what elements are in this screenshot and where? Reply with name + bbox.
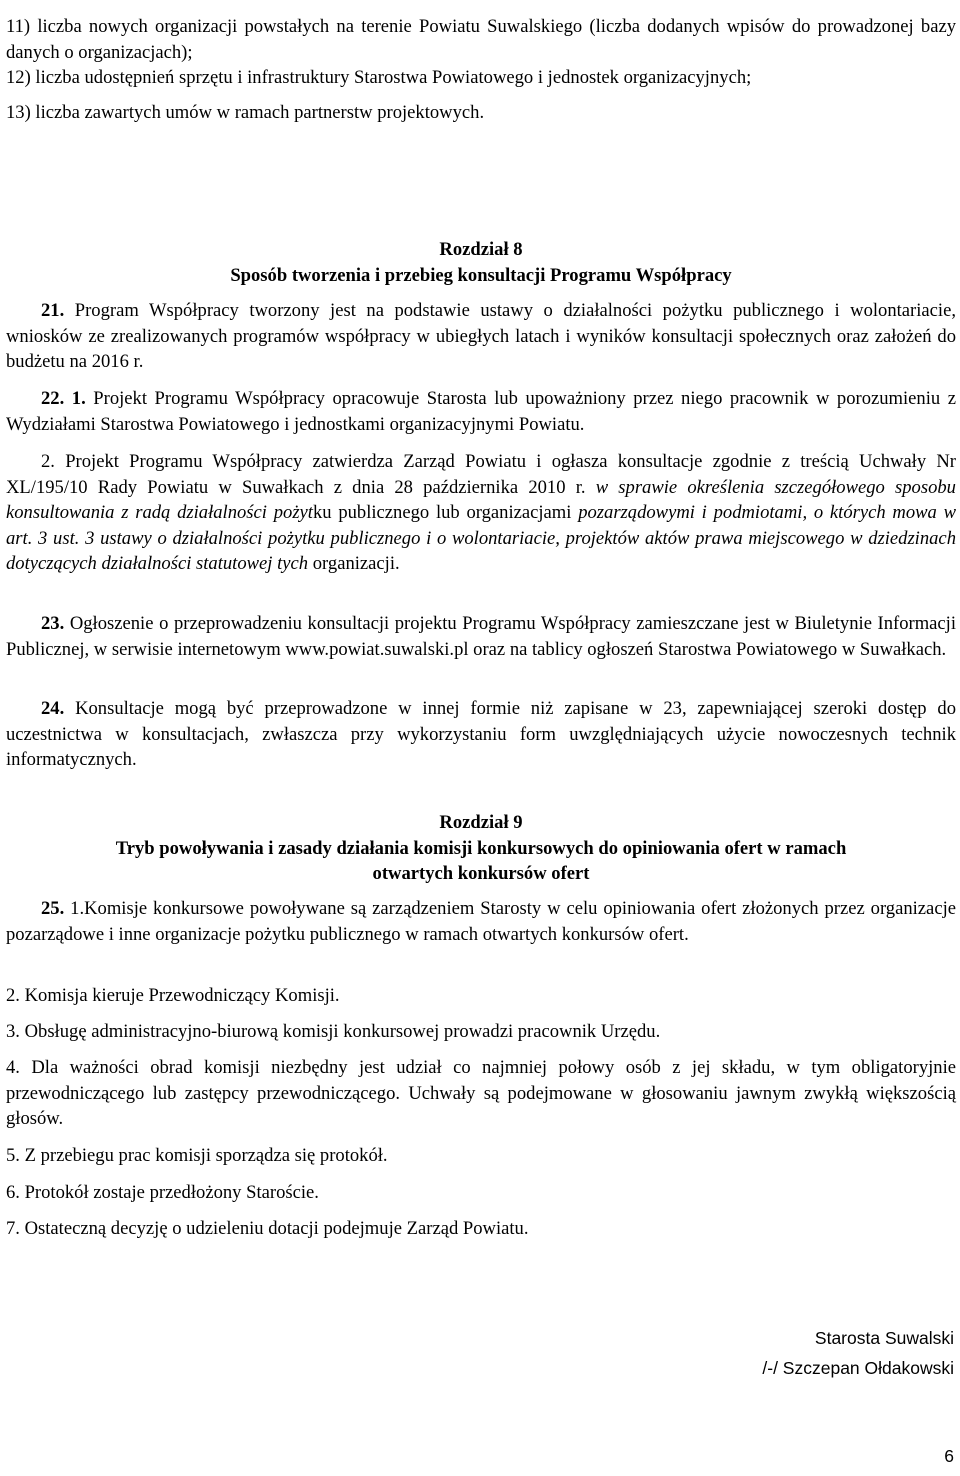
chapter-8-subtitle: Sposób tworzenia i przebieg konsultacji Programu Współpracy [230,264,732,286]
paragraph-25-item-5-text: 5. Z przebiegu prac komisji sporządza się protokół. [6,1145,388,1166]
paragraph-25-item-6 [6,1180,956,1206]
paragraph-25-item-7-text: 7. Ostateczną decyzję o udzieleniu dotacji podejmuje Zarząd Powiatu. [6,1218,529,1239]
list-item-12 [6,65,956,91]
page-number: 6 [944,1446,954,1466]
paragraph-25-item-5 [6,1143,956,1169]
list-item-13-text: 13) liczba zawartych umów w ramach partnerstw projektowych. [6,102,485,123]
chapter-8-heading [6,237,956,288]
list-item-13 [6,100,956,126]
chapter-9-subtitle-line2: otwartych konkursów ofert [372,863,590,884]
paragraph-23-number: 23. [41,613,65,634]
paragraph-22-number: 22. 1. [41,388,86,409]
paragraph-23 [6,611,956,662]
list-item-11 [6,14,956,65]
paragraph-22-2-italic-c: pozarządowymi i podmiotami, o których mowa w art. 3 ust. 3 ustawy o działalności pożytku publicznego i o wolontariacie, projektów aktów prawa miejscowego w dziedzinach dotyczących działalności statutowej tych [6,502,956,574]
paragraph-25 [6,896,956,947]
paragraph-25-number: 25. [41,898,65,919]
paragraph-22-2-italic-a: w sprawie określenia szczegółowego sposobu konsultowania z radą działalności pożyt [6,476,956,523]
paragraph-24 [6,696,956,773]
chapter-9-title: Rozdział 9 [439,812,523,833]
paragraph-21 [6,298,956,375]
paragraph-22-2-text: Projekt Programu Współpracy zatwierdza Zarząd Powiatu i ogłasza konsultacje zgodnie z treścią Uchwały Nr XL/195/10 Rady Powiatu w Suwałkach z dnia 28 października 2010 r. [6,451,956,498]
paragraph-21-text: Program Współpracy tworzony jest na podstawie ustawy o działalności pożytku publicznego i wolontariacie, wniosków ze zrealizowanych programów współpracy w ubiegłych latach i wyników konsultacji społecznych oraz założeń do budżetu na 2016 r. [6,300,956,372]
chapter-9-subtitle-line1: Tryb powoływania i zasady działania komisji konkursowych do opiniowania ofert w ramach [115,837,847,859]
paragraph-25-item-3 [6,1019,956,1045]
paragraph-25-item-2 [6,983,956,1009]
signature-title: Starosta Suwalski [814,1328,954,1348]
paragraph-25-item-7 [6,1216,956,1242]
paragraph-22-2 [6,449,956,577]
list-item-12-text: 12) liczba udostępnień sprzętu i infrastruktury Starostwa Powiatowego i jednostek organizacyjnych; [6,67,752,88]
chapter-8-title: Rozdział 8 [439,239,523,260]
paragraph-25-item-6-text: 6. Protokół zostaje przedłożony Staroście. [6,1182,319,1203]
paragraph-23-text: Ogłoszenie o przeprowadzeniu konsultacji projektu Programu Współpracy zamieszczane jest w Biuletynie Informacji Publicznej, w serwisie internetowym www.powiat.suwalski.pl oraz na tablicy ogłoszeń Starostwa Powiatowego w Suwałkach. [6,613,956,660]
paragraph-21-number: 21. [41,300,65,321]
paragraph-22-1-text: Projekt Programu Współpracy opracowuje Starosta lub upoważniony przez niego pracownik w porozumieniu z Wydziałami Starostwa Powiatowego i jednostkami organizacyjnymi Powiatu. [6,388,956,435]
paragraph-25-item-4-text: 4. Dla ważności obrad komisji niezbędny jest udział co najmniej połowy osób z jej składu, w tym obligatoryjnie przewodniczącego lub zastępcy przewodniczącego. Uchwały są podejmowane w głosowaniu jawnym zwykłą większością głosów. [6,1057,956,1129]
paragraph-24-number: 24. [41,698,65,719]
signature-name: /-/ Szczepan Ołdakowski [762,1358,954,1378]
paragraph-22-2-number: 2. [41,451,55,472]
paragraph-22-1 [6,386,956,437]
paragraph-25-item-4 [6,1055,956,1132]
chapter-9-heading [6,810,956,887]
list-item-11-text: 11) liczba nowych organizacji powstałych na terenie Powiatu Suwalskiego (liczba dodanych wpisów do prowadzonej bazy danych o organizacjach); [6,16,956,63]
paragraph-24-text: Konsultacje mogą być przeprowadzone w innej formie niż zapisane w 23, zapewniającej szeroki dostęp do uczestnictwa w konsultacjach, zwłaszcza przy wykorzystaniu form uwzględniających użycie nowoczesnych technik informatycznych. [6,698,956,770]
paragraph-25-item-2-text: 2. Komisja kieruje Przewodniczący Komisji. [6,985,340,1006]
paragraph-25-1-text: 1.Komisje konkursowe powoływane są zarządzeniem Starosty w celu opiniowania ofert złożonych przez organizacje pozarządowe i inne organizacje pożytku publicznego w ramach otwartych konkursów ofert. [6,898,956,945]
paragraph-25-item-3-text: 3. Obsługę administracyjno-biurową komisji konkursowej prowadzi pracownik Urzędu. [6,1021,661,1042]
paragraph-22-2-plain-d: organizacji. [308,553,400,574]
paragraph-22-2-plain-b: ku publicznego lub organizacjami [312,502,572,523]
